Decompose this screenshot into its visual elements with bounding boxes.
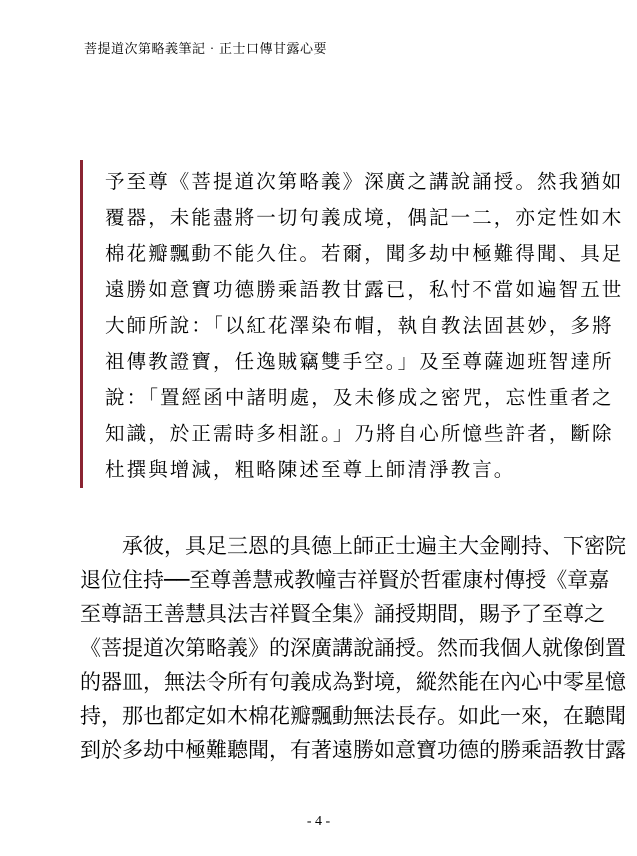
quote-line: 予至尊《菩提道次第略義》深廣之講說誦授。然我猶如 bbox=[105, 170, 624, 193]
quoted-passage bbox=[80, 160, 624, 488]
quote-line: 知識，於正需時多相誑。」乃將自心所憶些許者，斷除 bbox=[105, 422, 614, 445]
page-number: - 4 - bbox=[306, 814, 331, 829]
body-line: 退位住持──至尊善慧戒教幢吉祥賢於哲霍康村傳授《章嘉 bbox=[80, 568, 610, 592]
body-line: 《菩提道次第略義》的深廣講說誦授。然而我個人就像倒置 bbox=[80, 636, 626, 660]
quote-line: 說：「置經函中諸明處，及未修成之密咒，忘性重者之 bbox=[105, 386, 614, 409]
body-line: 的器皿，無法令所有句義成為對境，縱然能在內心中零星憶 bbox=[80, 670, 626, 694]
quote-line: 遠勝如意寶功德勝乘語教甘露已，私忖不當如遍智五世 bbox=[105, 278, 624, 301]
quote-line: 大師所說：「以紅花澤染布帽，執自教法固甚妙，多將 bbox=[105, 314, 614, 337]
quote-line: 覆器，未能盡將一切句義成境，偶記一二，亦定性如木 bbox=[105, 206, 624, 229]
body-line: 至尊語王善慧具法吉祥賢全集》誦授期間，賜予了至尊之 bbox=[80, 602, 605, 626]
quote-line: 杜撰與增減，粗略陳述至尊上師清淨教言。 bbox=[105, 458, 516, 481]
body-line: 持，那也都定如木棉花瓣飄動無法長存。如此一來，在聽聞 bbox=[80, 704, 626, 728]
body-line: 到於多劫中極難聽聞，有著遠勝如意寶功德的勝乘語教甘露 bbox=[80, 738, 626, 762]
running-header: 菩提道次第略義筆記‧正士口傳甘露心要 bbox=[84, 42, 328, 57]
quote-line: 棉花瓣飄動不能久住。若爾，聞多劫中極難得聞、具足 bbox=[105, 242, 624, 265]
body-line: 承彼，具足三恩的具德上師正士遍主大金剛持、下密院 bbox=[80, 534, 626, 558]
quote-line: 祖傳教證寶，任逸賊竊雙手空。」及至尊薩迦班智達所 bbox=[105, 350, 614, 373]
